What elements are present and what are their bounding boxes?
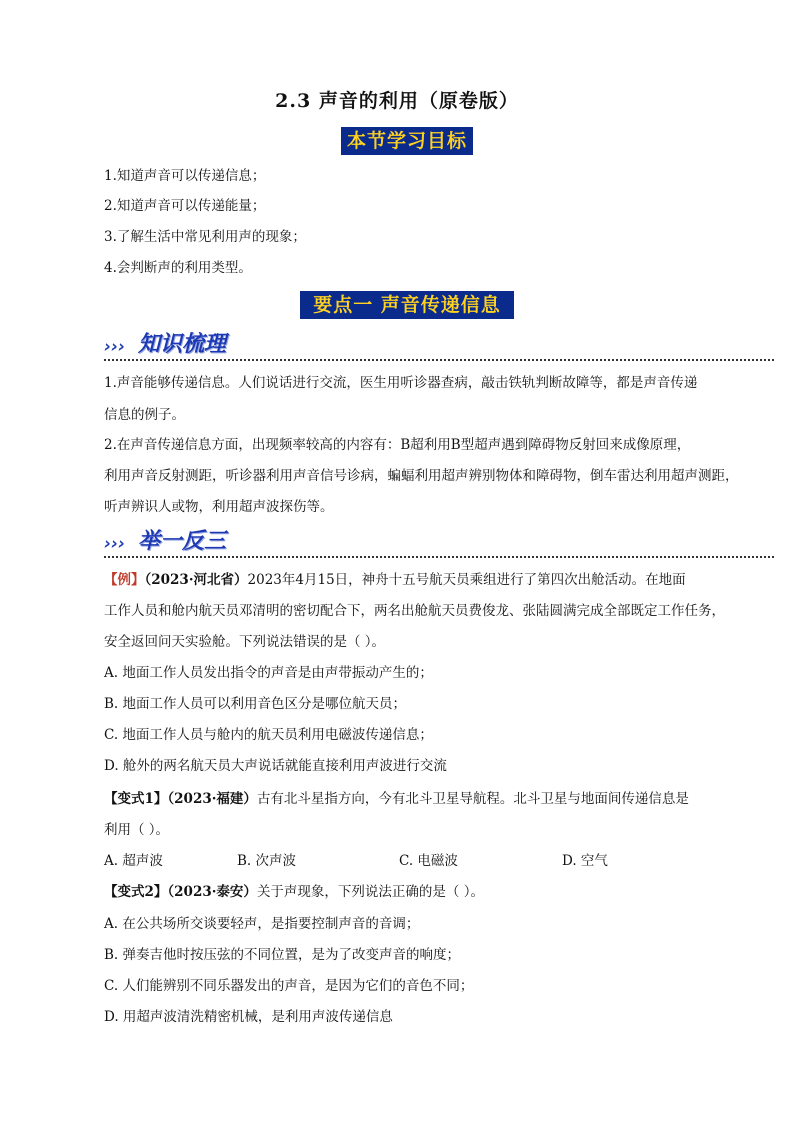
goal-item: 1.知道声音可以传递信息； bbox=[104, 168, 266, 184]
practice-section-header bbox=[104, 530, 774, 558]
dotted-divider bbox=[104, 556, 774, 558]
example-option-c: C. 地面工作人员与舱内的航天员利用电磁波传递信息； bbox=[104, 727, 433, 743]
variant2-text: 关于声现象，下列说法正确的是（ ）。 bbox=[256, 884, 484, 900]
knowledge-line: 听声辨识人或物，利用超声波探伤等。 bbox=[104, 499, 334, 515]
knowledge-header-label: 知识梳理 bbox=[138, 332, 227, 357]
example-option-b: B. 地面工作人员可以利用音色区分是哪位航天员； bbox=[104, 696, 407, 712]
dotted-divider bbox=[104, 359, 774, 361]
example-text: 安全返回问天实验舱。下列说法错误的是（ ）。 bbox=[104, 634, 386, 650]
goal-item: 3.了解生活中常见利用声的现象； bbox=[104, 229, 306, 245]
example-source: （2023·河北省） bbox=[144, 572, 248, 588]
section1-banner: 要点一 声音传递信息 bbox=[300, 291, 514, 319]
example-text: 工作人员和舱内航天员邓清明的密切配合下，两名出舱航天员费俊龙、张陆圆满完成全部既定工作任务， bbox=[104, 603, 725, 619]
variant2-option-a: A. 在公共场所交谈要轻声，是指要控制声音的音调； bbox=[104, 916, 420, 932]
knowledge-line: 利用声音反射测距，听诊器利用声音信号诊病，蝙蝠利用超声辨别物体和障碍物，倒车雷达利用超声测距， bbox=[104, 468, 739, 484]
variant1-option-d: D. 空气 bbox=[562, 853, 608, 869]
variant1-text: 古有北斗星指方向，今有北斗卫星导航程。北斗卫星与地面间传递信息是 bbox=[256, 791, 689, 807]
variant2-option-d: D. 用超声波清洗精密机械，是利用声波传递信息 bbox=[104, 1009, 393, 1025]
variant2-tag: 【变式2】 bbox=[104, 884, 168, 900]
variant1-option-b: B. 次声波 bbox=[237, 853, 297, 869]
goal-item: 4.会判断声的利用类型。 bbox=[104, 260, 252, 276]
practice-header-label: 举一反三 bbox=[138, 529, 227, 554]
variant1-tag: 【变式1】 bbox=[104, 791, 168, 807]
variant2-first-line bbox=[104, 881, 484, 903]
page-title: 2.3 声音的利用（原卷版） bbox=[275, 90, 519, 112]
knowledge-line: 信息的例子。 bbox=[104, 407, 185, 423]
variant1-option-c: C. 电磁波 bbox=[399, 853, 458, 869]
example-tag: 【例】 bbox=[104, 572, 145, 588]
variant1-source: （2023·福建） bbox=[167, 791, 257, 807]
knowledge-line: 2.在声音传递信息方面，出现频率较高的内容有：B超利用B型超声遇到障碍物反射回来成像原理， bbox=[104, 437, 691, 453]
example-first-line bbox=[104, 569, 686, 591]
example-text: 2023年4月15日，神舟十五号航天员乘组进行了第四次出舱活动。在地面 bbox=[247, 572, 686, 588]
variant1-text: 利用（ ）。 bbox=[104, 822, 170, 838]
goal-item: 2.知道声音可以传递能量； bbox=[104, 198, 266, 214]
variant2-option-c: C. 人们能辨别不同乐器发出的声音，是因为它们的音色不同； bbox=[104, 978, 474, 994]
example-option-a: A. 地面工作人员发出指令的声音是由声带振动产生的； bbox=[104, 665, 433, 681]
variant1-option-a: A. 超声波 bbox=[104, 853, 163, 869]
triple-arrow-icon: ››› bbox=[104, 337, 126, 357]
variant1-first-line bbox=[104, 788, 689, 810]
knowledge-section-header bbox=[104, 333, 774, 361]
example-option-d: D. 舱外的两名航天员大声说话就能直接利用声波进行交流 bbox=[104, 758, 447, 774]
variant1-options-row bbox=[104, 850, 664, 872]
knowledge-line: 1.声音能够传递信息。人们说话进行交流，医生用听诊器查病，敲击铁轨判断故障等，都是声音传递 bbox=[104, 375, 698, 391]
learning-goals-banner: 本节学习目标 bbox=[341, 127, 473, 155]
variant2-option-b: B. 弹奏吉他时按压弦的不同位置，是为了改变声音的响度； bbox=[104, 947, 461, 963]
variant2-source: （2023·泰安） bbox=[167, 884, 257, 900]
triple-arrow-icon: ››› bbox=[104, 534, 126, 554]
